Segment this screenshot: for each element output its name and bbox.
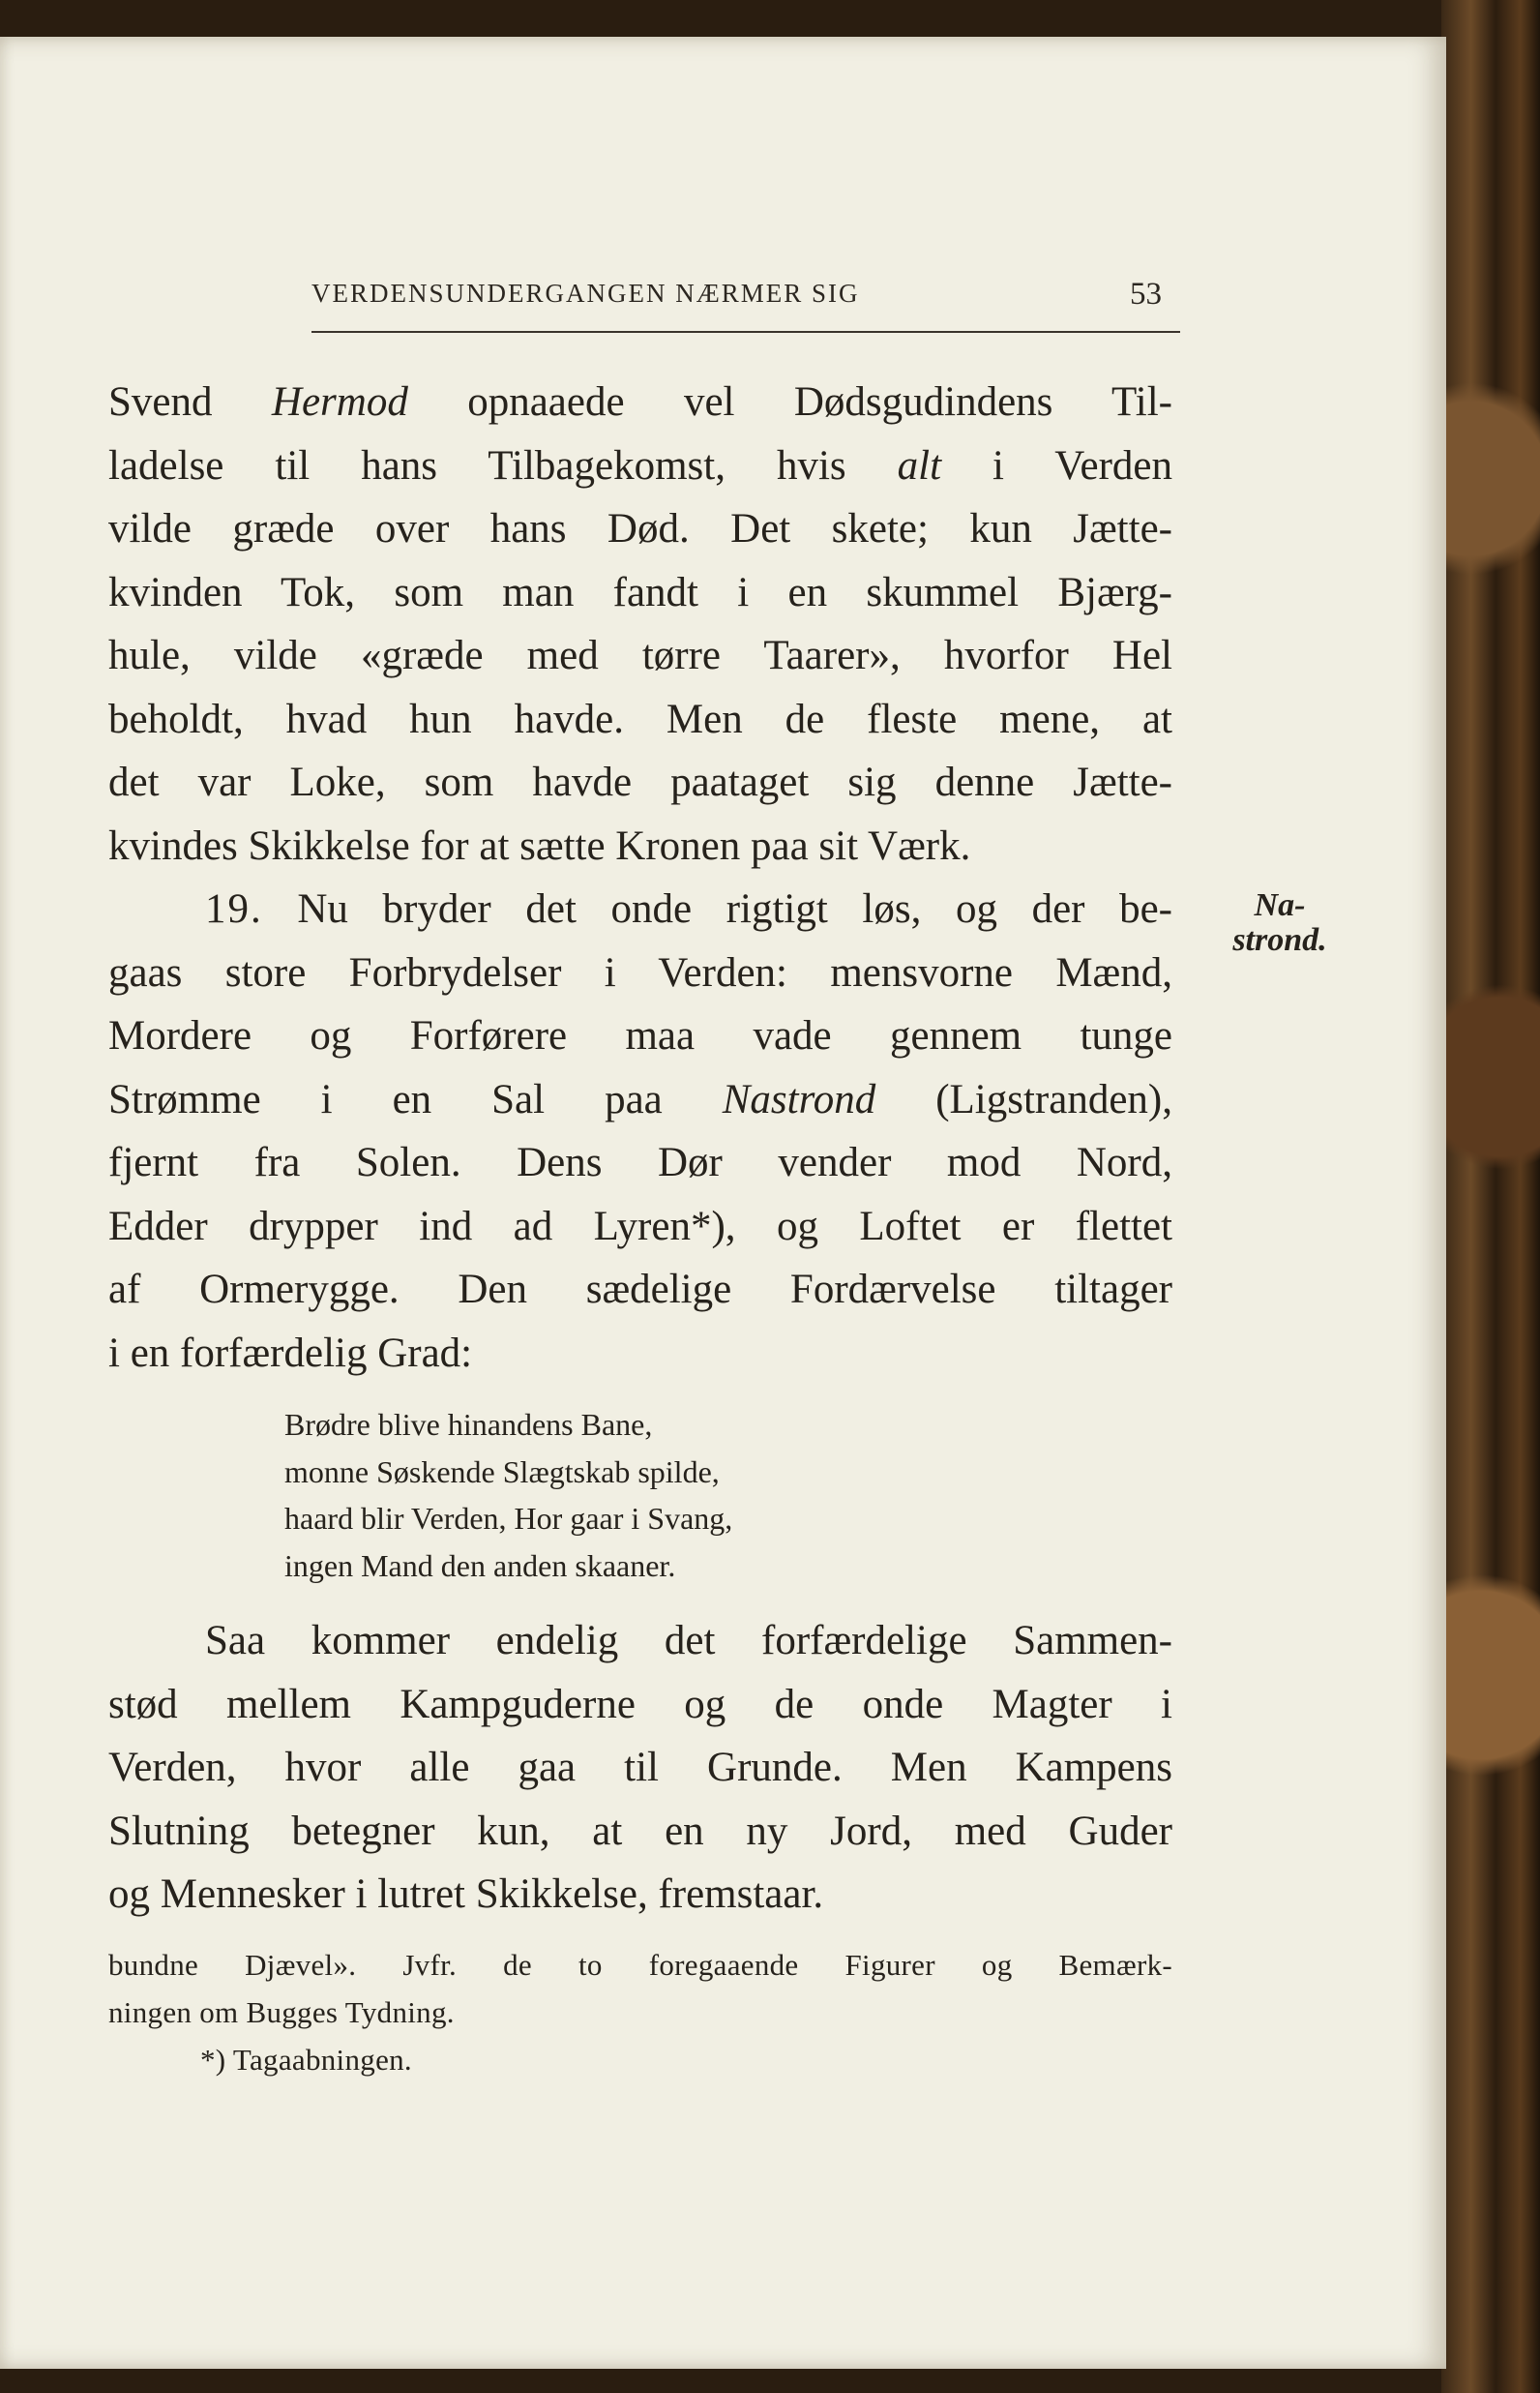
- text-line: kvindes Skikkelse for at sætte Kronen paa sit Værk.: [108, 823, 971, 869]
- book-page: [0, 37, 1446, 2369]
- text-line: stød mellem Kampguderne og de onde Magter i: [108, 1681, 1172, 1727]
- verse-line: Brødre blive hinandens Bane,: [284, 1407, 653, 1442]
- text-line: ladelse til hans Tilbagekomst, hvis alt i Verden: [108, 442, 1172, 489]
- verse-block: [284, 1401, 732, 1589]
- italic-term: Hermod: [271, 379, 408, 425]
- book-edge: [1441, 0, 1540, 2393]
- text-line: Strømme i en Sal paa Nastrond (Ligstranden),: [108, 1076, 1172, 1122]
- text-line: vilde græde over hans Død. Det skete; kun Jætte-: [108, 506, 1172, 552]
- paragraph-hermod: [108, 371, 1172, 1385]
- verse-line: haard blir Verden, Hor gaar i Svang,: [284, 1501, 733, 1536]
- paragraph-ragnarok: [108, 1609, 1172, 1927]
- text-line: i en forfærdelig Grad:: [108, 1330, 473, 1376]
- footnote-line: bundne Djævel». Jvfr. de to foregaaende Figurer og Bemærk-: [108, 1948, 1172, 1982]
- footnote-line: ningen om Bugges Tydning.: [108, 1995, 455, 2029]
- text-line: Svend Hermod opnaaede vel Dødsgudindens Til-: [108, 379, 1172, 425]
- text-line: Saa kommer endelig det forfærdelige Sammen-: [205, 1618, 1172, 1663]
- text-line: og Mennesker i lutret Skikkelse, fremstaar.: [108, 1871, 824, 1917]
- text-line: Mordere og Forførere maa vade gennem tunge: [108, 1013, 1172, 1059]
- italic-term: alt: [897, 442, 942, 489]
- margin-note-line: strond.: [1232, 922, 1327, 958]
- text-line: kvinden Tok, som man fandt i en skummel Bjærg-: [108, 569, 1172, 615]
- text-line: hule, vilde «græde med tørre Taarer», hvorfor Hel: [108, 633, 1172, 678]
- text-line: gaas store Forbrydelser i Verden: mensvorne Mænd,: [108, 949, 1172, 996]
- verse-line: ingen Mand den anden skaaner.: [284, 1547, 676, 1583]
- text-line: det var Loke, som havde paataget sig denne Jætte-: [108, 760, 1172, 805]
- text-line: af Ormerygge. Den sædelige Fordærvelse tiltager: [108, 1267, 1172, 1312]
- text-line: Verden, hvor alle gaa til Grunde. Men Kampens: [108, 1745, 1172, 1790]
- footnotes: [108, 1941, 1172, 2083]
- section-number: 19.: [205, 886, 263, 932]
- footnote-asterisk: *) Tagaabningen.: [200, 2043, 412, 2077]
- text-line: 19. Nu bryder det onde rigtigt løs, og der be-: [205, 886, 1172, 932]
- text-line: Edder drypper ind ad Lyren*), og Loftet er flettet: [108, 1203, 1172, 1249]
- text-line: Slutning betegner kun, at en ny Jord, med Guder: [108, 1808, 1172, 1854]
- page-number: 53: [1130, 277, 1162, 312]
- text-line: fjernt fra Solen. Dens Dør vender mod Nord,: [108, 1140, 1172, 1185]
- running-head: VERDENSUNDERGANGEN NÆRMER SIG: [311, 279, 860, 308]
- margin-note-nastrond: [1207, 888, 1352, 958]
- italic-term: Nastrond: [722, 1076, 876, 1122]
- header-rule: [311, 331, 1180, 333]
- margin-note-line: Na-: [1254, 887, 1306, 923]
- text-line: beholdt, hvad hun havde. Men de fleste mene, at: [108, 696, 1172, 742]
- verse-line: monne Søskende Slægtskab spilde,: [284, 1453, 720, 1489]
